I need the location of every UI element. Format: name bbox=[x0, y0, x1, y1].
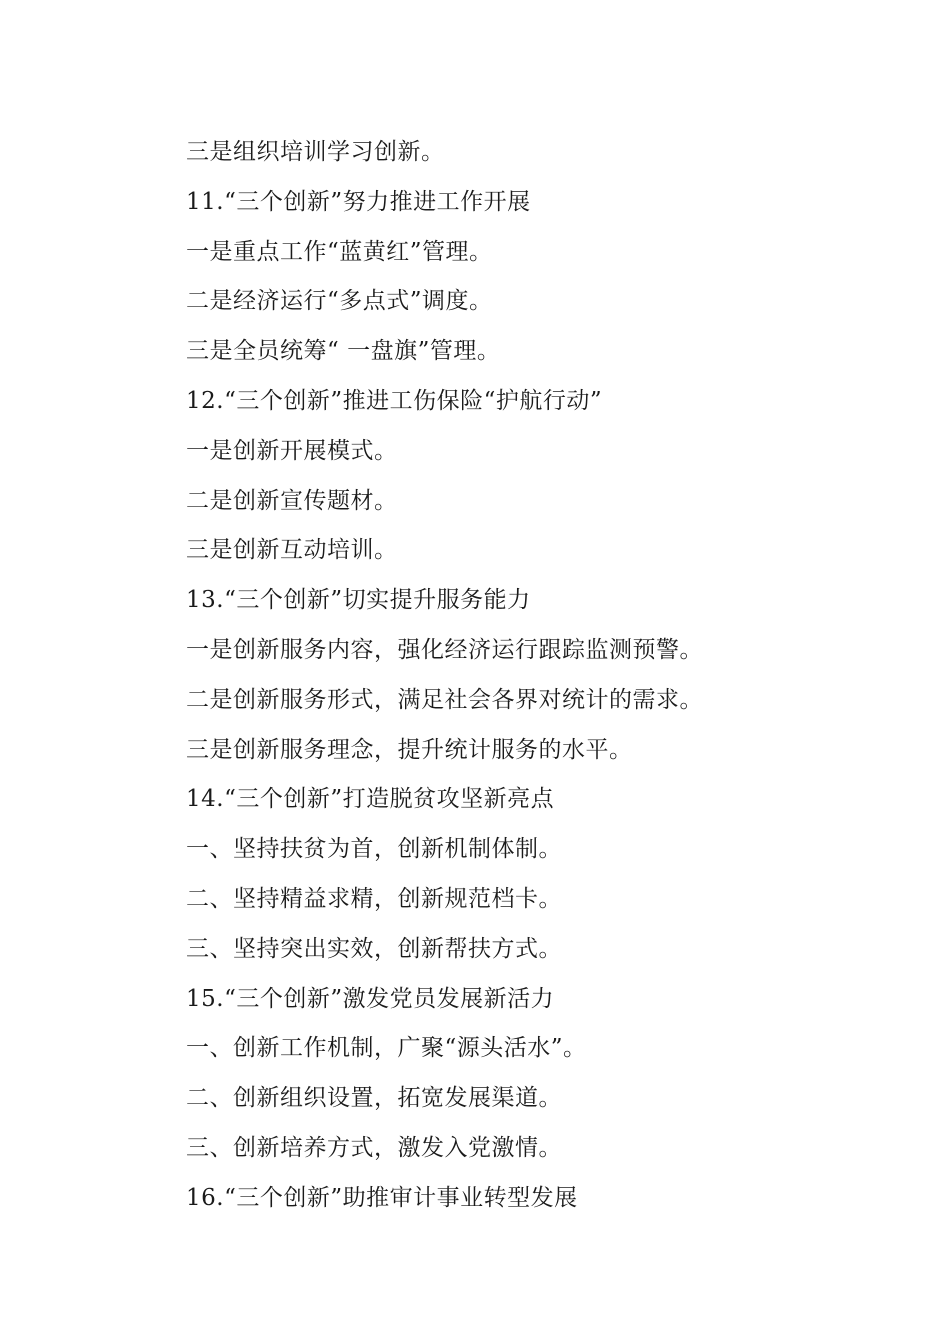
section-heading: 13.“三个创新”切实提升服务能力 bbox=[186, 587, 531, 614]
body-line: 三是组织培训学习创新。 bbox=[186, 139, 445, 165]
body-line: 一、创新工作机制，广聚“源头活水”。 bbox=[186, 1035, 587, 1062]
body-line: 三、坚持突出实效，创新帮扶方式。 bbox=[186, 935, 562, 962]
body-line: 二是创新宣传题材。 bbox=[186, 487, 398, 514]
body-line: 二、坚持精益求精，创新规范档卡。 bbox=[186, 885, 562, 912]
section-heading: 11.“三个创新”努力推进工作开展 bbox=[186, 188, 531, 215]
section-heading: 14.“三个创新”打造脱贫攻坚新亮点 bbox=[186, 786, 555, 813]
body-line: 三是全员统筹“ 一盘旗”管理。 bbox=[186, 338, 501, 365]
body-line: 一是重点工作“蓝黄红”管理。 bbox=[186, 238, 493, 265]
body-line: 三是创新互动培训。 bbox=[186, 537, 398, 564]
section-heading: 15.“三个创新”激发党员发展新活力 bbox=[186, 985, 555, 1012]
body-line: 二是经济运行“多点式”调度。 bbox=[186, 288, 493, 315]
body-line: 一是创新开展模式。 bbox=[186, 437, 398, 464]
section-heading: 12.“三个创新”推进工伤保险“护航行动” bbox=[186, 387, 603, 414]
body-line: 二是创新服务形式，满足社会各界对统计的需求。 bbox=[186, 686, 703, 713]
document-body bbox=[186, 128, 886, 1224]
section-heading: 16.“三个创新”助推审计事业转型发展 bbox=[186, 1184, 578, 1211]
body-line: 三是创新服务理念，提升统计服务的水平。 bbox=[186, 736, 633, 763]
body-line: 一是创新服务内容，强化经济运行跟踪监测预警。 bbox=[186, 636, 703, 663]
body-line: 一、坚持扶贫为首，创新机制体制。 bbox=[186, 836, 562, 863]
body-line: 二、创新组织设置，拓宽发展渠道。 bbox=[186, 1085, 562, 1112]
body-line: 三、创新培养方式，激发入党激情。 bbox=[186, 1134, 562, 1161]
